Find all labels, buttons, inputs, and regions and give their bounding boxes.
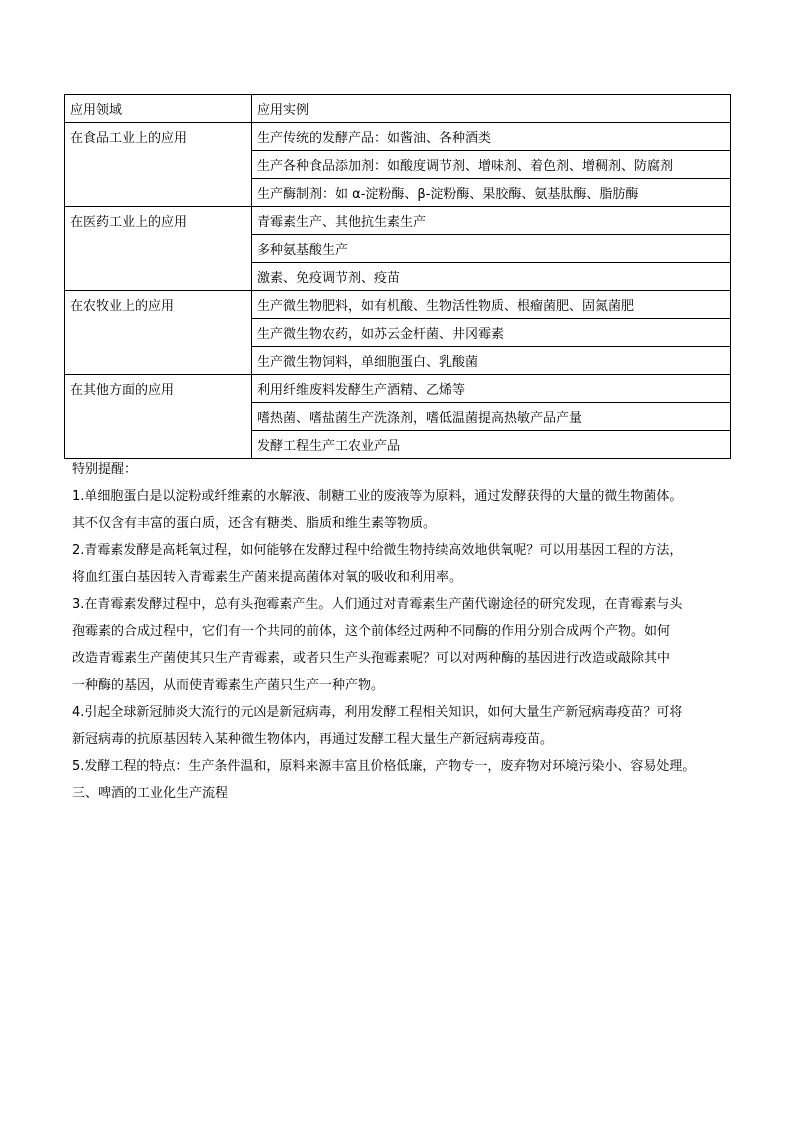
- notes-title: 特别提醒：: [72, 462, 138, 477]
- note-line: 一种酶的基因，从而使青霉素生产菌只生产一种产物。: [72, 678, 385, 693]
- note-line: 3.在青霉素发酵过程中，总有头孢霉素产生。人们通过对青霉素生产菌代谢途径的研究发现，在青霉素与头: [72, 597, 683, 612]
- table-row: [65, 375, 731, 403]
- example-cell: 利用纤维废料发酵生产酒精、乙烯等: [252, 375, 731, 403]
- table-row: [65, 207, 731, 235]
- example-cell: 生产传统的发酵产品：如酱油、各种酒类: [252, 123, 731, 151]
- example-cell: 生产微生物农药，如苏云金杆菌、井冈霉素: [252, 319, 731, 347]
- table-header-row: [65, 95, 731, 123]
- example-cell: 嗜热菌、嗜盐菌生产洗涤剂，嗜低温菌提高热敏产品产量: [252, 403, 731, 431]
- field-medicine-industry: 在医药工业上的应用: [65, 207, 252, 291]
- table-row: [65, 291, 731, 319]
- field-agriculture: 在农牧业上的应用: [65, 291, 252, 375]
- note-line: 改造青霉素生产菌使其只生产青霉素，或者只生产头孢霉素呢？可以对两种酶的基因进行改造或敲除其中: [72, 651, 671, 666]
- table-row: [65, 123, 731, 151]
- note-line: 5.发酵工程的特点：生产条件温和，原料来源丰富且价格低廉，产物专一，废弃物对环境污染小、容易处理。: [72, 759, 696, 774]
- header-field: 应用领域: [65, 95, 252, 123]
- example-cell: 生产微生物饲料，单细胞蛋白、乳酸菌: [252, 347, 731, 375]
- example-cell: 生产微生物肥料，如有机酸、生物活性物质、根瘤菌肥、固氮菌肥: [252, 291, 731, 319]
- field-other: 在其他方面的应用: [65, 375, 252, 459]
- note-line: 其不仅含有丰富的蛋白质，还含有糖类、脂质和维生素等物质。: [72, 516, 437, 531]
- example-cell: 生产酶制剂：如 α-淀粉酶、β-淀粉酶、果胶酶、氨基肽酶、脂肪酶: [252, 179, 731, 207]
- note-line: 新冠病毒的抗原基因转入某种微生物体内，再通过发酵工程大量生产新冠病毒疫苗。: [72, 732, 554, 747]
- note-line: 1.单细胞蛋白是以淀粉或纤维素的水解液、制糖工业的废液等为原料，通过发酵获得的大量的微生物菌体。: [72, 489, 683, 504]
- header-examples: 应用实例: [252, 95, 731, 123]
- example-cell: 激素、免疫调节剂、疫苗: [252, 263, 731, 291]
- section-heading: 三、啤酒的工业化生产流程: [72, 786, 229, 801]
- note-line: 4.引起全球新冠肺炎大流行的元凶是新冠病毒，利用发酵工程相关知识，如何大量生产新冠病毒疫苗？可将: [72, 705, 683, 720]
- note-line: 将血红蛋白基因转入青霉素生产菌来提高菌体对氧的吸收和利用率。: [72, 570, 463, 585]
- notes-section: [72, 456, 732, 807]
- note-line: 2.青霉素发酵是高耗氧过程，如何能够在发酵过程中给微生物持续高效地供氧呢？可以用基因工程的方法，: [72, 543, 683, 558]
- example-cell: 生产各种食品添加剂：如酸度调节剂、增味剂、着色剂、增稠剂、防腐剂: [252, 151, 731, 179]
- application-table: [64, 94, 731, 459]
- example-cell: 多种氨基酸生产: [252, 235, 731, 263]
- field-food-industry: 在食品工业上的应用: [65, 123, 252, 207]
- example-cell: 青霉素生产、其他抗生素生产: [252, 207, 731, 235]
- note-line: 孢霉素的合成过程中，它们有一个共同的前体，这个前体经过两种不同酶的作用分别合成两个产物。如何: [72, 624, 671, 639]
- example-cell: 发酵工程生产工农业产品: [252, 431, 731, 459]
